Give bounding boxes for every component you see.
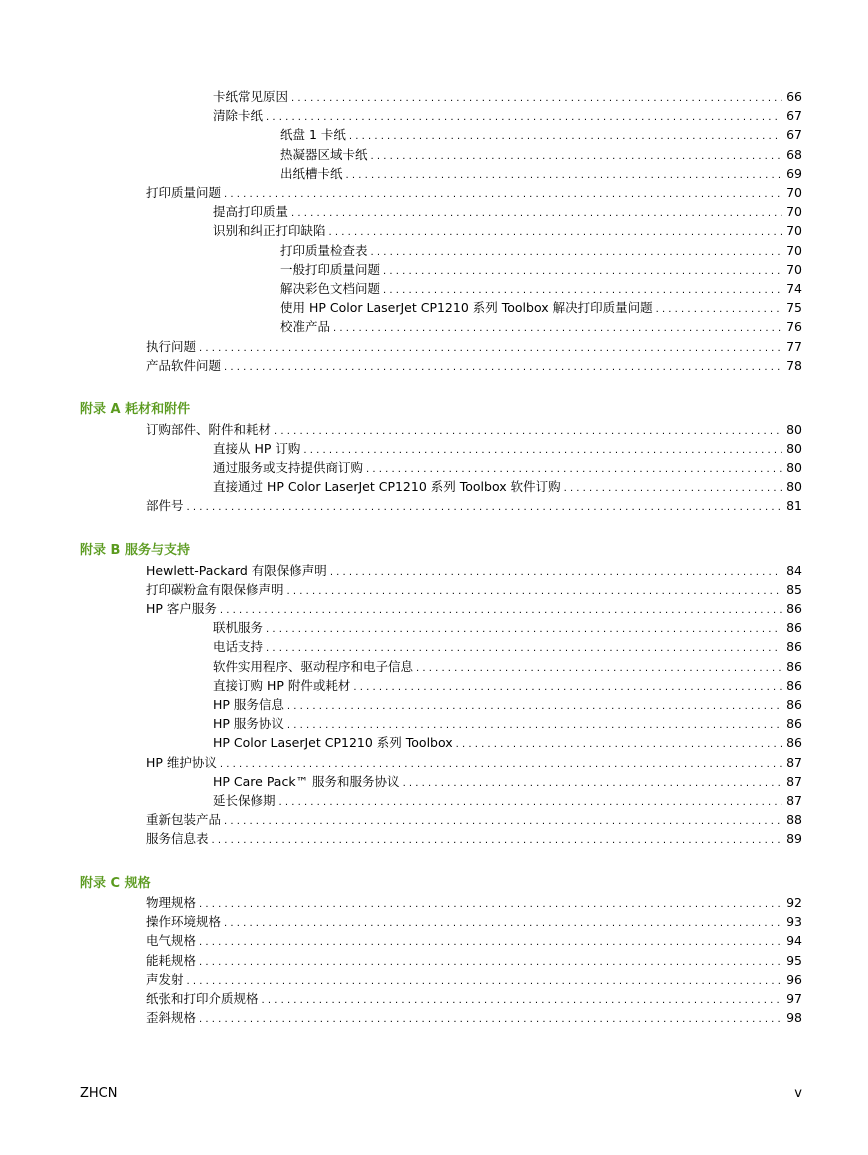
toc-entry-title: HP 服务信息 xyxy=(213,696,284,712)
toc-entry-page-number: 70 xyxy=(786,185,802,200)
dot-leader xyxy=(287,582,783,601)
dot-leader xyxy=(656,300,783,319)
dot-leader xyxy=(330,563,782,582)
dot-leader xyxy=(187,498,783,517)
dot-leader xyxy=(353,678,782,697)
toc-entry-page-number: 78 xyxy=(786,357,802,373)
toc-entry[interactable] xyxy=(146,183,802,202)
toc-entry-title: 直接从 HP 订购 xyxy=(213,440,301,456)
dot-leader xyxy=(224,914,782,933)
appendix-a-heading[interactable]: 附录 A 耗材和附件 xyxy=(80,402,191,417)
dot-leader xyxy=(199,933,782,952)
dot-leader xyxy=(371,147,783,166)
toc-entry[interactable] xyxy=(213,106,802,125)
toc-entry[interactable] xyxy=(213,791,802,810)
toc-entry[interactable] xyxy=(146,829,802,848)
toc-entry-title: 部件号 xyxy=(146,498,184,514)
toc-entry[interactable] xyxy=(146,951,802,970)
dot-leader xyxy=(266,108,782,127)
toc-entry[interactable] xyxy=(213,676,802,695)
toc-entry-page-number: 80 xyxy=(786,459,802,475)
toc-entry-page-number: 89 xyxy=(786,831,802,847)
toc-entry[interactable] xyxy=(146,580,802,599)
toc-entry[interactable] xyxy=(146,753,802,772)
toc-entry-title: 声发射 xyxy=(146,971,184,987)
dot-leader xyxy=(291,89,782,108)
toc-entry-title: 服务信息表 xyxy=(146,831,209,847)
toc-entry[interactable] xyxy=(213,439,802,458)
dot-leader xyxy=(349,127,782,146)
toc-entry-title: 纸张和打印介质规格 xyxy=(146,991,259,1006)
toc-entry-title: 直接通过 HP Color LaserJet CP1210 系列 Toolbox 软件订购 xyxy=(213,479,561,495)
toc-entry-title: 重新包装产品 xyxy=(146,812,222,828)
dot-leader xyxy=(199,953,782,972)
toc-entry-title: HP Care Pack™ 服务和服务协议 xyxy=(213,773,400,789)
toc-entry-title: 解决彩色文档问题 xyxy=(280,281,381,296)
dot-leader xyxy=(212,831,783,850)
toc-entry-page-number: 76 xyxy=(786,319,802,335)
toc-entry[interactable] xyxy=(280,125,802,144)
toc-entry-page-number: 98 xyxy=(786,1010,802,1026)
toc-entry-page-number: 69 xyxy=(786,165,802,181)
dot-leader xyxy=(333,319,782,338)
toc-entry[interactable] xyxy=(146,931,802,950)
dot-leader xyxy=(199,339,782,358)
dot-leader xyxy=(199,895,782,914)
toc-entry-page-number: 67 xyxy=(786,127,802,143)
dot-leader xyxy=(403,774,783,793)
toc-entry-title: Hewlett-Packard 有限保修声明 xyxy=(146,562,327,578)
toc-entry-page-number: 86 xyxy=(786,658,802,674)
toc-entry-title: 物理规格 xyxy=(146,895,197,910)
toc-entry-page-number: 87 xyxy=(786,754,802,770)
toc-entry-title: 歪斜规格 xyxy=(146,1010,197,1026)
toc-entry-title: 软件实用程序、驱动程序和电子信息 xyxy=(213,658,414,674)
toc-entry-title: 电气规格 xyxy=(146,933,197,949)
toc-entry[interactable] xyxy=(146,337,802,356)
toc-entry[interactable] xyxy=(213,637,802,656)
toc-entry-page-number: 85 xyxy=(786,581,802,597)
toc-entry-title: 通过服务或支持提供商订购 xyxy=(213,459,364,475)
toc-entry-page-number: 84 xyxy=(786,562,802,578)
toc-entry[interactable] xyxy=(213,202,802,221)
toc-entry-page-number: 80 xyxy=(786,479,802,495)
dot-leader xyxy=(564,479,783,498)
toc-entry[interactable] xyxy=(146,912,802,931)
toc-entry[interactable] xyxy=(213,695,802,714)
toc-entry-title: 使用 HP Color LaserJet CP1210 系列 Toolbox 解决打印质量问题 xyxy=(280,300,653,316)
toc-entry-title: 出纸槽卡纸 xyxy=(280,165,343,181)
toc-entry[interactable] xyxy=(280,145,802,164)
toc-entry[interactable] xyxy=(213,477,802,496)
toc-entry-page-number: 96 xyxy=(786,971,802,987)
toc-entry-page-number: 75 xyxy=(786,300,802,316)
toc-entry-title: 卡纸常见原因 xyxy=(213,89,289,104)
toc-entry-title: 提高打印质量 xyxy=(213,204,289,220)
toc-entry-page-number: 80 xyxy=(786,440,802,456)
toc-entry-title: 执行问题 xyxy=(146,338,197,354)
toc-entry[interactable] xyxy=(280,241,802,260)
toc-entry-page-number: 86 xyxy=(786,716,802,732)
toc-entry-page-number: 80 xyxy=(786,421,802,437)
toc-entry[interactable] xyxy=(280,317,802,336)
toc-entry-page-number: 70 xyxy=(786,242,802,258)
dot-leader xyxy=(266,639,782,658)
toc-entry[interactable] xyxy=(146,561,802,580)
toc-entry[interactable] xyxy=(146,496,802,515)
toc-entry-title: 打印质量问题 xyxy=(146,185,222,200)
toc-entry-page-number: 88 xyxy=(786,812,802,828)
toc-entry[interactable] xyxy=(213,87,802,106)
toc-entry[interactable] xyxy=(213,458,802,477)
toc-entry-title: 纸盘 1 卡纸 xyxy=(280,127,346,143)
toc-entry-page-number: 70 xyxy=(786,223,802,239)
dot-leader xyxy=(220,755,782,774)
dot-leader xyxy=(346,166,783,185)
toc-entry[interactable] xyxy=(213,733,802,752)
dot-leader xyxy=(224,812,782,831)
toc-entry-title: 操作环境规格 xyxy=(146,914,222,930)
toc-entry-page-number: 74 xyxy=(786,281,802,296)
toc-entry-page-number: 86 xyxy=(786,696,802,712)
toc-entry[interactable] xyxy=(280,279,802,298)
toc-entry-page-number: 86 xyxy=(786,620,802,636)
toc-entry[interactable] xyxy=(146,810,802,829)
toc-entry[interactable] xyxy=(146,989,802,1008)
toc-entry-page-number: 87 xyxy=(786,773,802,789)
dot-leader xyxy=(224,185,782,204)
dot-leader xyxy=(220,601,782,620)
toc-entry[interactable] xyxy=(146,356,802,375)
dot-leader xyxy=(366,460,782,479)
dot-leader xyxy=(224,358,782,377)
dot-leader xyxy=(291,204,782,223)
toc-entry-title: 打印碳粉盒有限保修声明 xyxy=(146,581,284,597)
dot-leader xyxy=(287,697,782,716)
toc-entry-page-number: 87 xyxy=(786,792,802,808)
toc-entry-page-number: 68 xyxy=(786,146,802,162)
toc-entry-title: HP 服务协议 xyxy=(213,716,284,732)
toc-entry-title: 热凝器区域卡纸 xyxy=(280,146,368,162)
dot-leader xyxy=(287,716,782,735)
toc-entry[interactable] xyxy=(213,714,802,733)
toc-entry-title: 电话支持 xyxy=(213,639,264,655)
toc-entry-title: 延长保修期 xyxy=(213,792,276,808)
dot-leader xyxy=(187,972,783,991)
toc-entry-title: 校准产品 xyxy=(280,319,331,335)
toc-entry[interactable] xyxy=(280,164,802,183)
toc-entry[interactable] xyxy=(146,599,802,618)
toc-entry[interactable] xyxy=(146,970,802,989)
toc-entry-page-number: 94 xyxy=(786,933,802,949)
toc-entry-page-number: 86 xyxy=(786,735,802,751)
toc-entry-page-number: 77 xyxy=(786,338,802,354)
toc-entry-page-number: 67 xyxy=(786,108,802,124)
toc-entry-page-number: 86 xyxy=(786,639,802,655)
dot-leader xyxy=(383,262,782,281)
toc-entry-title: 能耗规格 xyxy=(146,952,197,968)
toc-entry[interactable] xyxy=(213,657,802,676)
toc-entry[interactable] xyxy=(146,1008,802,1027)
footer-language-code: ZHCN xyxy=(80,1086,118,1101)
toc-entry-title: 打印质量检查表 xyxy=(280,242,368,258)
toc-entry-page-number: 95 xyxy=(786,952,802,968)
toc-entry-page-number: 66 xyxy=(786,89,802,104)
toc-entry-page-number: 86 xyxy=(786,677,802,693)
toc-entry-page-number: 93 xyxy=(786,914,802,930)
dot-leader xyxy=(371,243,783,262)
toc-entry-page-number: 81 xyxy=(786,498,802,514)
toc-entry[interactable] xyxy=(213,772,802,791)
dot-leader xyxy=(329,223,783,242)
toc-entry[interactable] xyxy=(280,260,802,279)
toc-entry-title: 一般打印质量问题 xyxy=(280,261,381,277)
dot-leader xyxy=(383,281,782,300)
toc-entry-title: 直接订购 HP 附件或耗材 xyxy=(213,677,351,693)
appendix-b-heading[interactable]: 附录 B 服务与支持 xyxy=(80,543,190,558)
toc-entry-title: 清除卡纸 xyxy=(213,108,264,124)
toc-entry-page-number: 70 xyxy=(786,261,802,277)
dot-leader xyxy=(456,735,782,754)
toc-entry[interactable] xyxy=(213,221,802,240)
toc-entry[interactable] xyxy=(146,893,802,912)
dot-leader xyxy=(262,991,783,1010)
toc-entry[interactable] xyxy=(213,618,802,637)
toc-entry-page-number: 92 xyxy=(786,895,802,910)
dot-leader xyxy=(416,659,782,678)
dot-leader xyxy=(199,1010,782,1029)
toc-entry[interactable] xyxy=(146,420,802,439)
toc-entry-title: HP Color LaserJet CP1210 系列 Toolbox xyxy=(213,735,453,751)
dot-leader xyxy=(279,793,783,812)
dot-leader xyxy=(266,620,782,639)
toc-entry-title: 识别和纠正打印缺陷 xyxy=(213,223,326,239)
toc-entry-title: HP 客户服务 xyxy=(146,600,217,616)
toc-entry-title: HP 维护协议 xyxy=(146,754,217,770)
toc-entry-title: 联机服务 xyxy=(213,620,264,636)
dot-leader xyxy=(274,422,782,441)
footer-page-number: v xyxy=(794,1086,802,1101)
toc-entry-title: 订购部件、附件和耗材 xyxy=(146,421,272,437)
toc-entry-page-number: 86 xyxy=(786,600,802,616)
dot-leader xyxy=(303,441,782,460)
toc-entry[interactable] xyxy=(280,298,802,317)
toc-entry-page-number: 97 xyxy=(786,991,802,1006)
appendix-c-heading[interactable]: 附录 C 规格 xyxy=(80,876,151,891)
toc-entry-title: 产品软件问题 xyxy=(146,357,222,373)
toc-entry-page-number: 70 xyxy=(786,204,802,220)
